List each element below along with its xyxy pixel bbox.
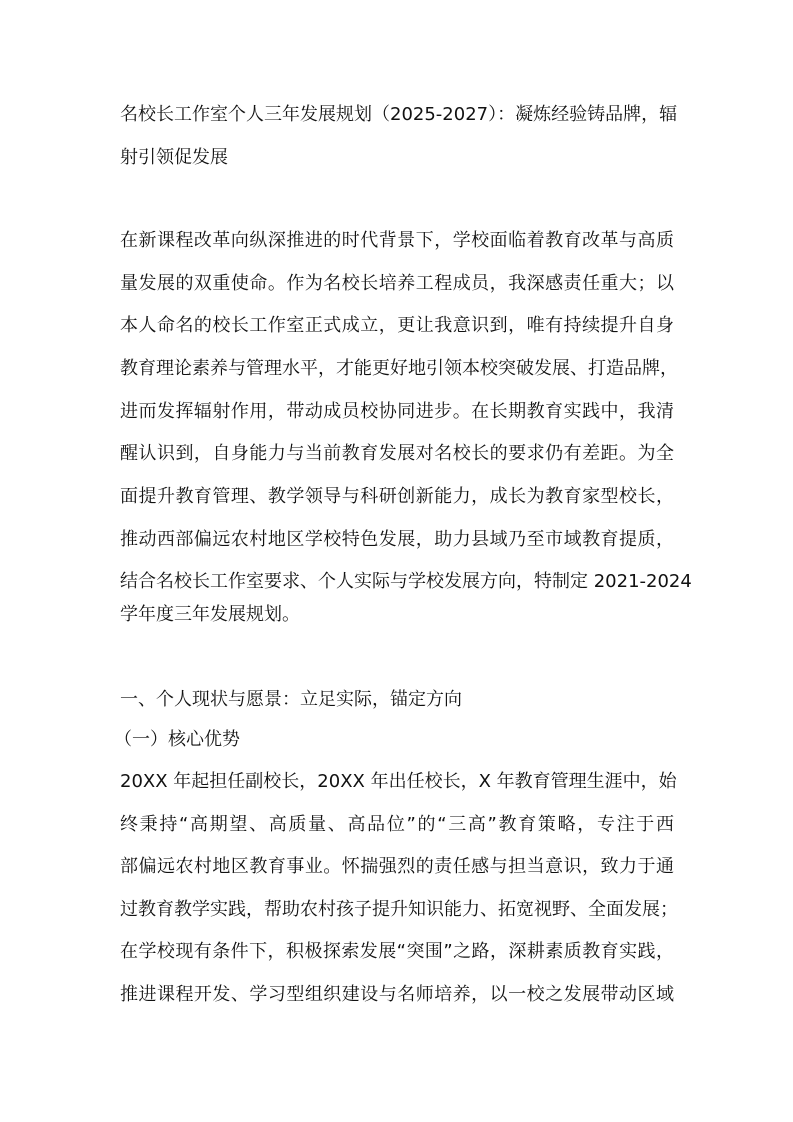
- intro-line: 进而发挥辐射作用，带动成员校协同进步。在长期教育实践中，我清: [120, 401, 674, 422]
- body-line: 在学校现有条件下，积极探索发展“突围”之路，深耕素质教育实践，: [120, 941, 674, 962]
- intro-line: 面提升教育管理、教学领导与科研创新能力，成长为教育家型校长，: [120, 486, 674, 507]
- section-heading: 一、个人现状与愿景：立足实际，锚定方向: [120, 689, 462, 710]
- body-line: 部偏远农村地区教育事业。怀揣强烈的责任感与担当意识，致力于通: [120, 856, 674, 877]
- body-line: 终秉持“高期望、高质量、高品位”的“三高”教育策略，专注于西: [120, 814, 674, 835]
- intro-line: 教育理论素养与管理水平，才能更好地引领本校突破发展、打造品牌，: [120, 358, 678, 379]
- intro-line: 结合名校长工作室要求、个人实际与学校发展方向，特制定 2021-2024: [120, 571, 692, 592]
- intro-line: 本人命名的校长工作室正式成立，更让我意识到，唯有持续提升自身: [120, 315, 674, 336]
- body-line: 推进课程开发、学习型组织建设与名师培养，以一校之发展带动区域: [120, 984, 674, 1005]
- intro-line: 在新课程改革向纵深推进的时代背景下，学校面临着教育改革与高质: [120, 230, 674, 251]
- body-line: 过教育教学实践，帮助农村孩子提升知识能力、拓宽视野、全面发展；: [120, 899, 678, 920]
- body-line: 20XX 年起担任副校长，20XX 年出任校长，X 年教育管理生涯中，始: [120, 771, 677, 792]
- document-title-line-2: 射引领促发展: [120, 147, 228, 168]
- intro-line: 量发展的双重使命。作为名校长培养工程成员，我深感责任重大；以: [120, 273, 674, 294]
- intro-line: 推动西部偏远农村地区学校特色发展，助力县域乃至市域教育提质，: [120, 529, 674, 550]
- document-title-line-1: 名校长工作室个人三年发展规划（2025-2027）：凝炼经验铸品牌，辐: [120, 104, 678, 125]
- subsection-heading: （一）核心优势: [114, 729, 240, 750]
- intro-line: 学年度三年发展规划。: [120, 604, 300, 625]
- intro-line: 醒认识到，自身能力与当前教育发展对名校长的要求仍有差距。为全: [120, 443, 674, 464]
